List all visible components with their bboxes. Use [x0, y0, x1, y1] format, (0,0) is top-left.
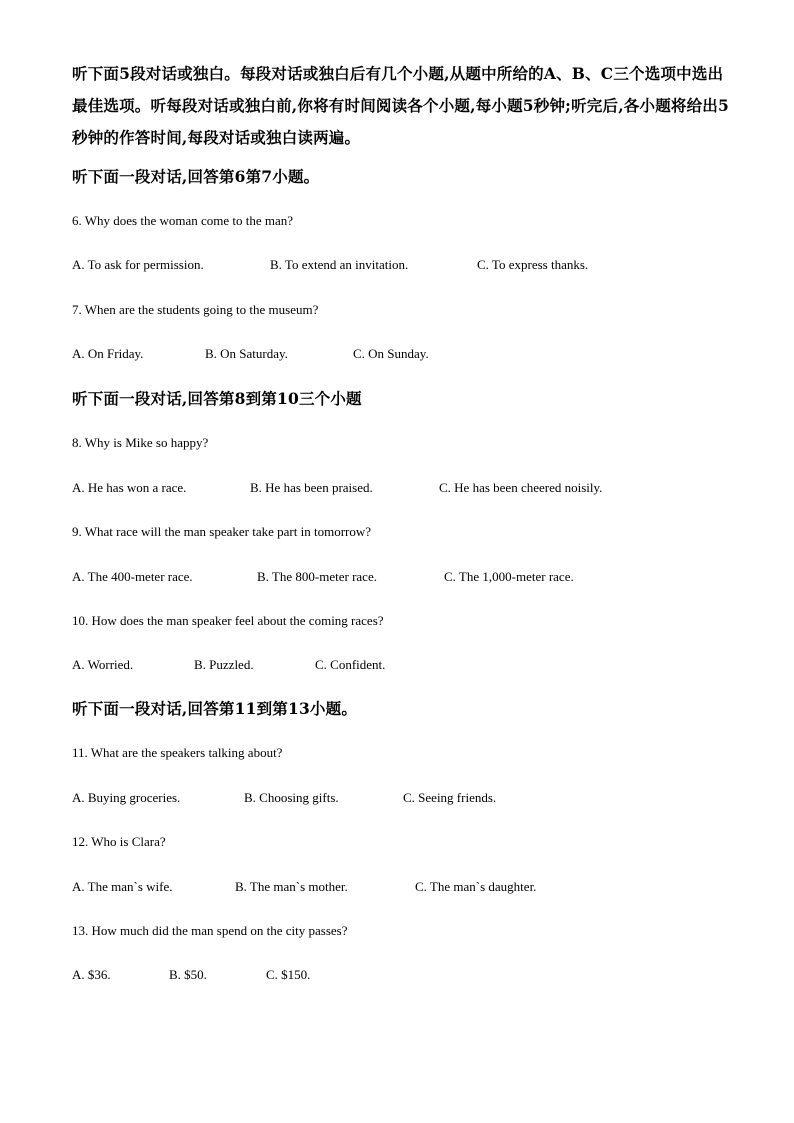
options-row — [72, 566, 732, 588]
section-heading: 听下面一段对话,回答第6第7小题。 — [72, 167, 320, 186]
option-c: C. To express thanks. — [477, 257, 589, 272]
question-11: 11. What are the speakers talking about? — [72, 745, 283, 760]
option-c: C. Confident. — [315, 657, 386, 672]
section-heading: 听下面一段对话,回答第11到第13小题。 — [72, 699, 358, 718]
option-a: A. Buying groceries. — [72, 790, 181, 805]
options-row — [72, 343, 732, 365]
question-8: 8. Why is Mike so happy? — [72, 435, 209, 450]
options-row — [72, 964, 732, 986]
question-6: 6. Why does the woman come to the man? — [72, 213, 294, 228]
instructions-paragraph: 听下面5段对话或独白。每段对话或独白后有几个小题,从题中所给的A、B、C三个选项中选出最佳选项。听每段对话或独白前,你将有时间阅读各个小题,每小题5秒钟;听完后,各小题将给出5秒钟的作答时间,每段对话或独白读两遍。 — [72, 64, 729, 147]
document-page — [72, 58, 732, 986]
options-row — [72, 787, 732, 809]
options-row — [72, 654, 732, 676]
option-b: B. He has been praised. — [250, 480, 373, 495]
option-c: C. Seeing friends. — [403, 790, 497, 805]
option-a: A. To ask for permission. — [72, 257, 204, 272]
option-b: B. The 800-meter race. — [257, 569, 377, 584]
options-row — [72, 477, 732, 499]
question-10: 10. How does the man speaker feel about the coming races? — [72, 613, 384, 628]
option-b: B. On Saturday. — [205, 346, 288, 361]
option-c: C. $150. — [266, 967, 311, 982]
option-a: A. He has won a race. — [72, 480, 187, 495]
option-a: A. Worried. — [72, 657, 134, 672]
option-c: C. He has been cheered noisily. — [439, 480, 603, 495]
option-c: C. On Sunday. — [353, 346, 429, 361]
section-heading: 听下面一段对话,回答第8到第10三个小题 — [72, 389, 362, 408]
option-a: A. On Friday. — [72, 346, 144, 361]
option-a: A. The man`s wife. — [72, 879, 173, 894]
option-a: A. $36. — [72, 967, 111, 982]
option-b: B. Puzzled. — [194, 657, 254, 672]
option-c: C. The man`s daughter. — [415, 879, 537, 894]
option-b: B. To extend an invitation. — [270, 257, 409, 272]
option-b: B. $50. — [169, 967, 207, 982]
option-c: C. The 1,000-meter race. — [444, 569, 574, 584]
option-b: B. Choosing gifts. — [244, 790, 339, 805]
question-13: 13. How much did the man spend on the city passes? — [72, 923, 348, 938]
options-row — [72, 254, 732, 276]
question-9: 9. What race will the man speaker take part in tomorrow? — [72, 524, 372, 539]
options-row — [72, 876, 732, 898]
option-a: A. The 400-meter race. — [72, 569, 193, 584]
question-7: 7. When are the students going to the museum? — [72, 302, 319, 317]
question-12: 12. Who is Clara? — [72, 834, 166, 849]
option-b: B. The man`s mother. — [235, 879, 348, 894]
